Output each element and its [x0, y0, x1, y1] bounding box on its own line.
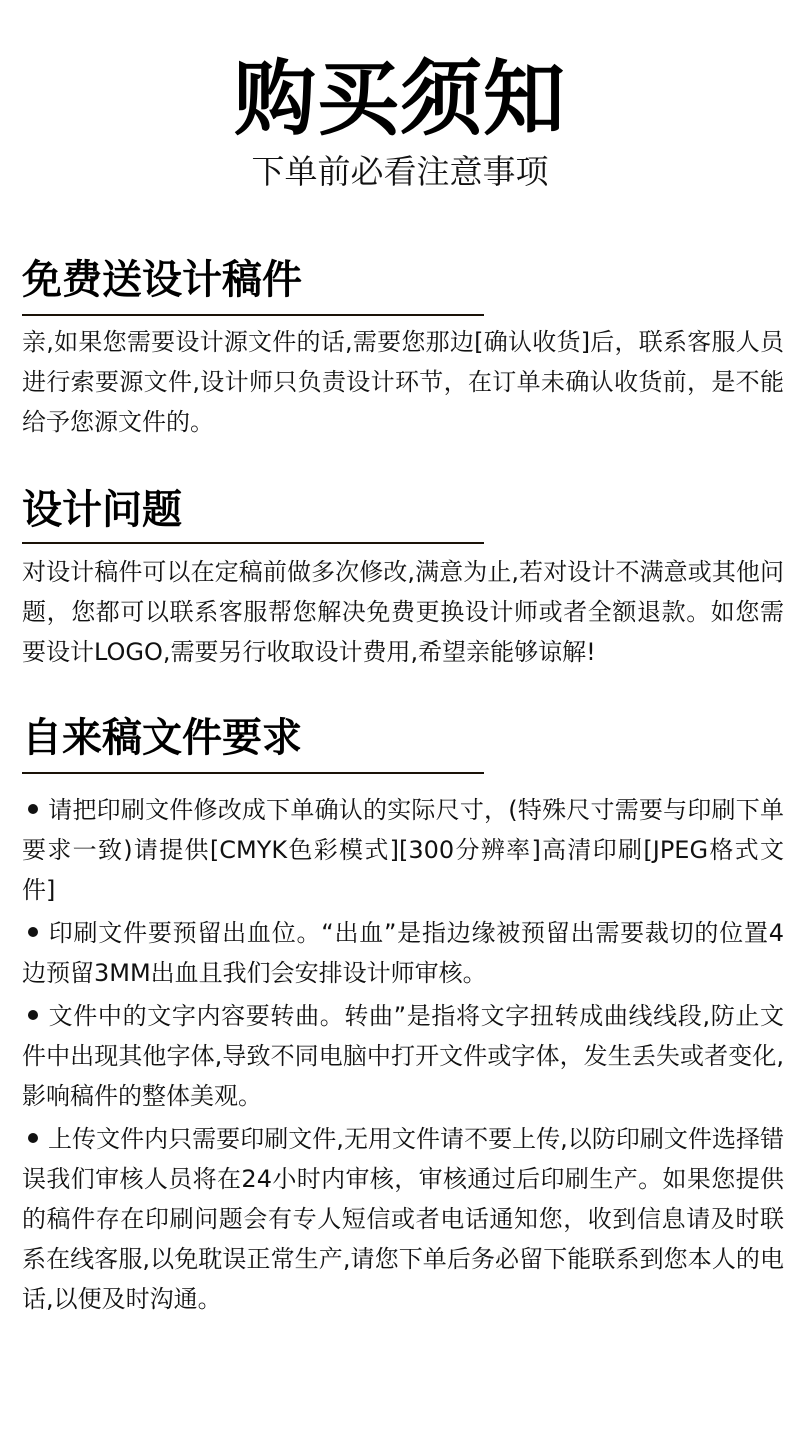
list-item [22, 790, 784, 910]
file-requirements-list [22, 790, 784, 1322]
list-item [22, 996, 784, 1116]
section-divider [22, 542, 484, 544]
section-body-design-issues: 对设计稿件可以在定稿前做多次修改,满意为止,若对设计不满意或其他问题，您都可以联系客服帮您解决免费更换设计师或者全额退款。如您需要设计LOGO,需要另行收取设计费用,希望亲能够谅解! [22, 558, 784, 666]
section-heading-file-requirements: 自来稿文件要求 [22, 715, 302, 761]
list-item-text: 印刷文件要预留出血位。“出血”是指边缘被预留出需要裁切的位置4边预留3MM出血且我们会安排设计师审核。 [22, 919, 784, 987]
page-title: 购买须知 [233, 52, 566, 147]
bullet-icon [28, 927, 38, 937]
section-divider [22, 772, 484, 774]
section-body-free-design: 亲,如果您需要设计源文件的话,需要您那边[确认收货]后，联系客服人员进行索要源文件,设计师只负责设计环节，在订单未确认收货前，是不能给予您源文件的。 [22, 328, 784, 436]
section-heading-design-issues: 设计问题 [22, 487, 182, 533]
list-item [22, 913, 784, 993]
bullet-icon [28, 804, 38, 814]
list-item-text: 请把印刷文件修改成下单确认的实际尺寸，(特殊尺寸需要与印刷下单要求一致)请提供[CMYK色彩模式][300分辨率]高清印刷[JPEG格式文件] [22, 796, 784, 904]
list-item [22, 1119, 784, 1319]
section-divider [22, 314, 484, 316]
bullet-icon [28, 1133, 38, 1143]
section-heading-free-design: 免费送设计稿件 [22, 257, 302, 303]
list-item-text: 上传文件内只需要印刷文件,无用文件请不要上传,以防印刷文件选择错误我们审核人员将在24小时内审核，审核通过后印刷生产。如果您提供的稿件存在印刷问题会有专人短信或者电话通知您，收到信息请及时联系在线客服,以免耽误正常生产,请您下单后务必留下能联系到您本人的电话,以便及时沟通。 [22, 1125, 784, 1313]
page-subtitle: 下单前必看注意事项 [251, 152, 549, 191]
bullet-icon [28, 1010, 38, 1020]
list-item-text: 文件中的文字内容要转曲。转曲”是指将文字扭转成曲线线段,防止文件中出现其他字体,导致不同电脑中打开文件或字体，发生丢失或者变化,影响稿件的整体美观。 [22, 1002, 784, 1110]
